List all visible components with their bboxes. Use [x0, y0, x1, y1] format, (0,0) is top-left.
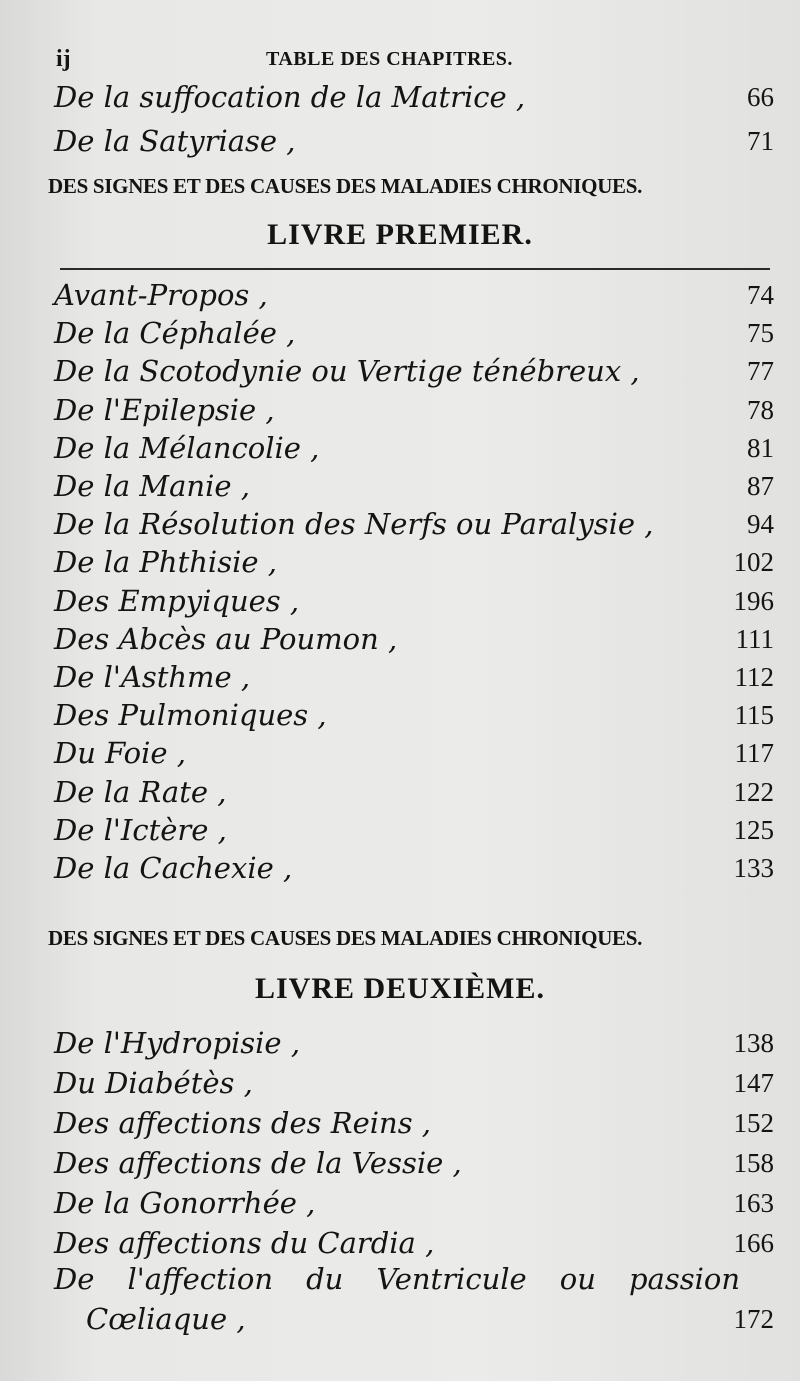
toc-entry-title-line1: De l'affection du Ventricule ou passion	[54, 1262, 740, 1296]
toc-entry	[54, 809, 774, 851]
toc-entry-page: 158	[733, 1148, 774, 1178]
toc-entry-page: 81	[747, 432, 774, 463]
toc-entry-title: Du Diabétès ,	[54, 1066, 253, 1100]
running-title: TABLE DES CHAPITRES.	[266, 48, 513, 70]
toc-entry-title: Des affections du Cardia ,	[54, 1226, 435, 1260]
toc-entry-page: 117	[734, 738, 774, 769]
toc-entry	[54, 656, 774, 698]
toc-entry-title: Des affections de la Vessie ,	[54, 1146, 462, 1180]
toc-entry	[54, 312, 774, 354]
toc-entry-page: 172	[733, 1304, 774, 1334]
toc-entry	[54, 427, 774, 469]
toc-entry-title: Des affections des Reins ,	[54, 1106, 432, 1140]
toc-entry	[54, 580, 774, 622]
toc-entry-title: De la Scotodynie ou Vertige ténébreux ,	[54, 354, 640, 389]
toc-entry	[54, 541, 774, 583]
toc-entry-title: Du Foie ,	[54, 736, 187, 771]
toc-entry-page: 122	[733, 776, 774, 807]
toc-entry-title: De l'Ictère ,	[54, 812, 227, 847]
toc-entry-page: 147	[733, 1068, 774, 1098]
toc-entry-title: Des Empyiques ,	[54, 583, 300, 618]
toc-entry	[54, 1222, 774, 1264]
toc-entry	[54, 1102, 774, 1144]
toc-entry-page: 196	[733, 585, 774, 616]
toc-entry	[54, 732, 774, 774]
page-header	[56, 40, 760, 80]
toc-entry	[54, 350, 774, 392]
toc-entry	[54, 1022, 774, 1064]
toc-entry-page: 152	[733, 1108, 774, 1138]
toc-entry-title: De l'Hydropisie ,	[54, 1026, 301, 1060]
toc-entry-page: 115	[734, 700, 774, 731]
toc-entry-title: De l'Epilepsie ,	[54, 392, 275, 427]
toc-entry	[54, 274, 774, 316]
toc-entry-page: 66	[747, 82, 774, 112]
toc-entry-title-line2: Cœliaque ,	[86, 1302, 246, 1336]
toc-entry	[54, 76, 774, 118]
toc-entry-title: De la suffocation de la Matrice ,	[54, 80, 526, 114]
toc-entry-title: De la Gonorrhée ,	[54, 1186, 316, 1220]
toc-entry-title: De la Rate ,	[54, 774, 227, 809]
toc-entry-page: 78	[747, 394, 774, 425]
toc-entry-title: Avant-Propos ,	[54, 278, 268, 312]
toc-entry-title: De la Résolution des Nerfs ou Paralysie ,	[54, 507, 654, 542]
toc-entry-page: 77	[747, 356, 774, 387]
toc-entry-page: 74	[747, 280, 774, 310]
toc-entry-title: De la Mélancolie ,	[54, 430, 320, 465]
toc-entry-page: 111	[735, 623, 774, 654]
toc-entry	[54, 694, 774, 736]
toc-entry-title: Des Abcès au Poumon ,	[54, 621, 398, 656]
toc-entry	[54, 618, 774, 660]
toc-entry-page: 138	[733, 1028, 774, 1058]
toc-entry-page: 112	[734, 662, 774, 692]
folio-number: ij	[56, 46, 71, 72]
toc-entry-page: 166	[733, 1228, 774, 1258]
toc-entry-page: 71	[747, 126, 774, 156]
section-heading-1: DES SIGNES ET DES CAUSES DES MALADIES CHRONIQUES.	[48, 174, 643, 198]
toc-entry	[54, 120, 774, 162]
toc-entry	[54, 771, 774, 813]
toc-entry-title: De la Manie ,	[54, 469, 250, 503]
toc-entry	[54, 847, 774, 889]
book-title-2: LIVRE DEUXIÈME.	[254, 972, 546, 1005]
section-heading-2: DES SIGNES ET DES CAUSES DES MALADIES CHRONIQUES.	[48, 926, 643, 950]
toc-entry-page: 163	[733, 1188, 774, 1218]
toc-entry-page: 94	[747, 509, 774, 540]
toc-entry-title: De la Satyriase ,	[54, 124, 296, 158]
toc-entry-page: 125	[733, 814, 774, 845]
toc-entry-title: De la Phthisie ,	[54, 545, 277, 580]
toc-entry-page: 102	[733, 547, 774, 578]
toc-entry-title: De la Cachexie ,	[54, 851, 293, 885]
toc-entry	[54, 465, 774, 507]
toc-entry	[54, 1062, 774, 1104]
toc-entry-page: 75	[747, 318, 774, 349]
toc-entry-title: De l'Asthme ,	[54, 660, 251, 694]
toc-entry	[54, 503, 774, 545]
book-title-1: LIVRE PREMIER.	[267, 218, 533, 251]
toc-entry-wrapped	[54, 1262, 774, 1342]
toc-entry	[54, 1142, 774, 1184]
toc-entry-page: 133	[733, 853, 774, 883]
toc-entry-title: De la Céphalée ,	[54, 316, 296, 351]
divider-rule	[60, 268, 770, 270]
toc-entry-page: 87	[747, 471, 774, 501]
toc-entry-title: Des Pulmoniques ,	[54, 698, 327, 733]
toc-entry	[54, 1182, 774, 1224]
toc-entry	[54, 389, 774, 431]
